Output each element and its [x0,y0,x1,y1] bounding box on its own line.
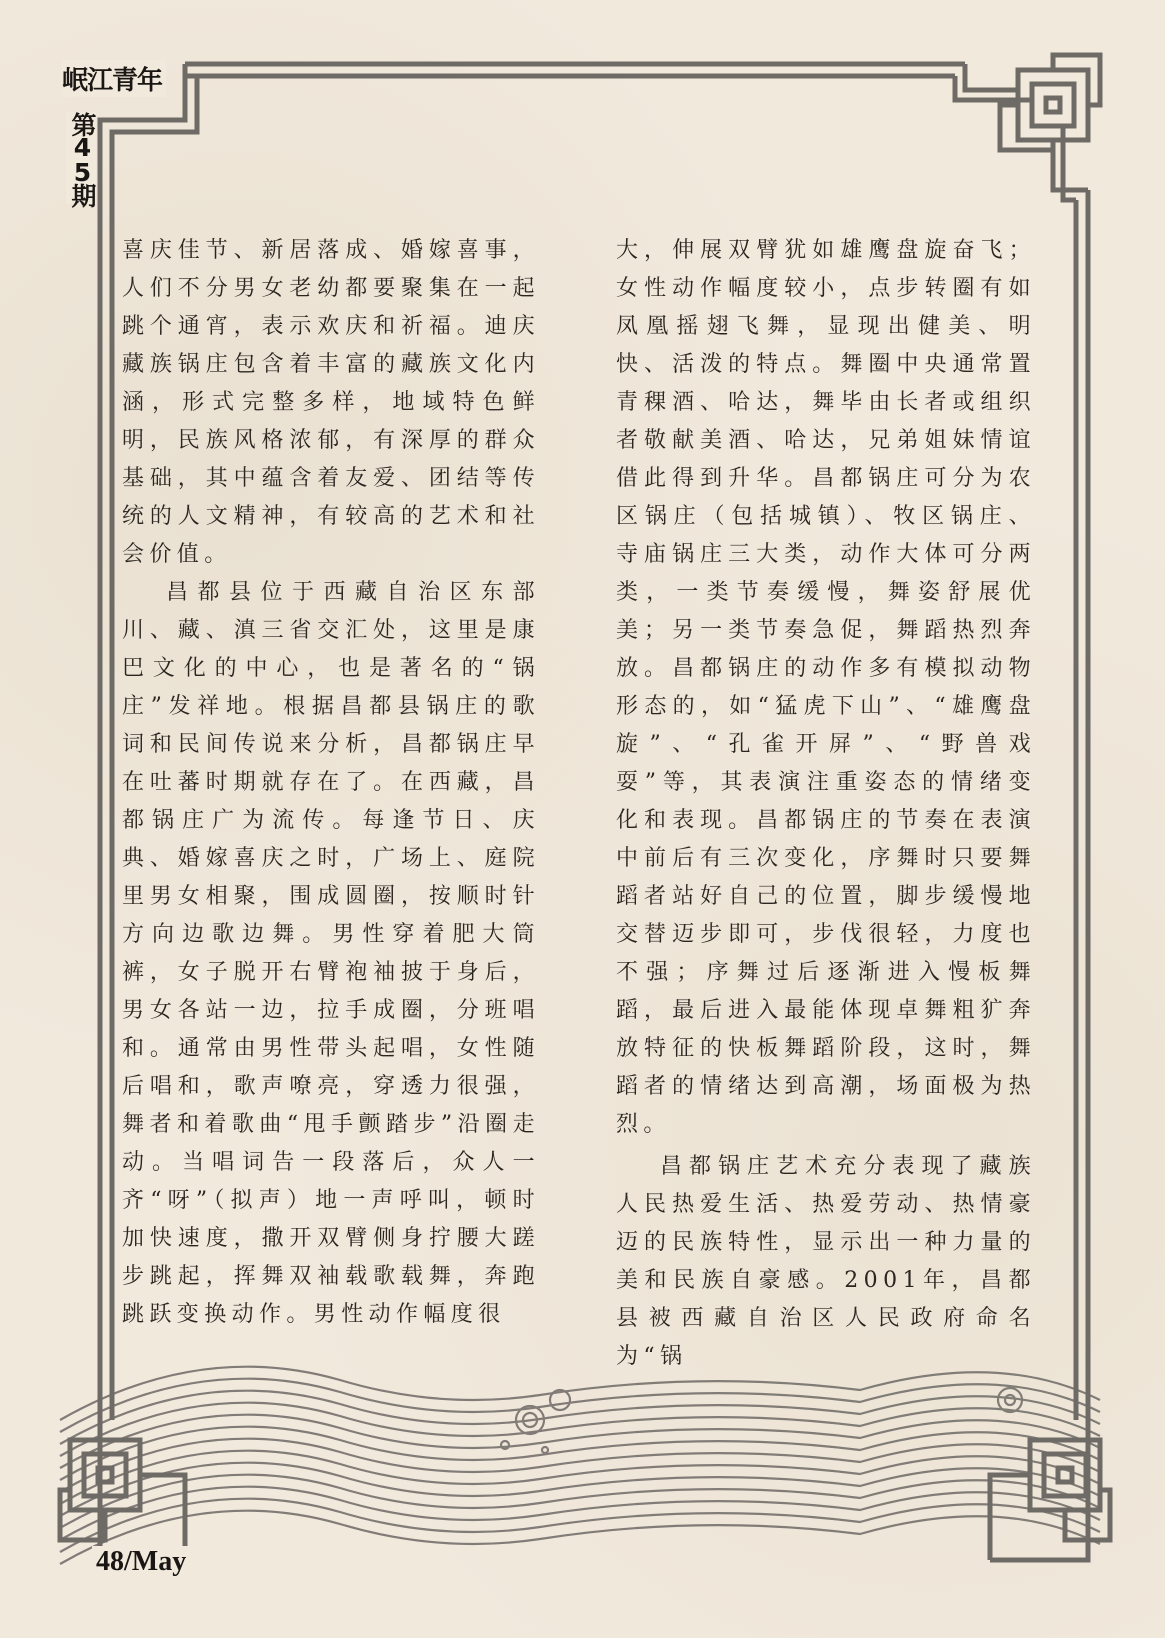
issue-number: 第45期 [68,112,97,204]
paragraph: 喜庆佳节、新居落成、婚嫁喜事，人们不分男女老幼都要聚集在一起跳个通宵，表示欢庆和祈福。迪庆藏族锅庄包含着丰富的藏族文化内涵，形式完整多样，地域特色鲜明，民族风格浓郁，有深厚的群众基础，其中蕴含着友爱、团结等传统的人文精神，有较高的艺术和社会价值。 [122,238,540,567]
text-column-left [122,232,540,1334]
wave-pattern [60,1367,1100,1564]
paragraph: 昌都锅庄艺术充分表现了藏族人民热爱生活、热爱劳动、热情豪迈的民族特性，显示出一种力量的美和民族自豪感。2001年，昌都县被西藏自治区人民政府命名为“锅 [616,1154,1036,1369]
magazine-title: 岷江青年 [62,60,166,97]
paragraph: 昌都县位于西藏自治区东部川、藏、滇三省交汇处，这里是康巴文化的中心，也是著名的“锅庄”发祥地。根据昌都县锅庄的歌词和民间传说来分析，昌都锅庄早在吐蕃时期就存在了。在西藏，昌都锅庄广为流传。每逢节日、庆典、婚嫁喜庆之时，广场上、庭院里男女相聚，围成圆圈，按顺时针方向边歌边舞。男性穿着肥大筒裤，女子脱开右臂袍袖披于身后，男女各站一边，拉手成圈，分班唱和。通常由男性带头起唱，女性随后唱和，歌声嘹亮，穿透力很强，舞者和着歌曲“甩手颤踏步”沿圈走动。当唱词告一段落后，众人一齐“呀”（拟声）地一声呼叫，顿时加快速度，撒开双臂侧身拧腰大蹉步跳起，挥舞双袖载歌载舞，奔跑跳跃变换动作。男性动作幅度很 [122,580,540,1327]
lattice-corner-top-right [955,55,1100,200]
text-column-right [616,232,1036,1376]
page-number: 48/May [92,1546,190,1578]
paragraph: 大，伸展双臂犹如雄鹰盘旋奋飞；女性动作幅度较小，点步转圈有如凤凰摇翅飞舞，显现出健美、明快、活泼的特点。舞圈中央通常置青稞酒、哈达，舞毕由长者或组织者敬献美酒、哈达，兄弟姐妹情谊借此得到升华。昌都锅庄可分为农区锅庄（包括城镇）、牧区锅庄、寺庙锅庄三大类，动作大体可分两类，一类节奏缓慢，舞姿舒展优美；另一类节奏急促，舞蹈热烈奔放。昌都锅庄的动作多有模拟动物形态的，如“猛虎下山”、“雄鹰盘旋”、“孔雀开屏”、“野兽戏耍”等，其表演注重姿态的情绪变化和表现。昌都锅庄的节奏在表演中前后有三次变化，序舞时只要舞蹈者站好自己的位置，脚步缓慢地交替迈步即可，步伐很轻，力度也不强；序舞过后逐渐进入慢板舞蹈，最后进入最能体现卓舞粗犷奔放特征的快板舞蹈阶段，这时，舞蹈者的情绪达到高潮，场面极为热烈。 [616,238,1036,1137]
